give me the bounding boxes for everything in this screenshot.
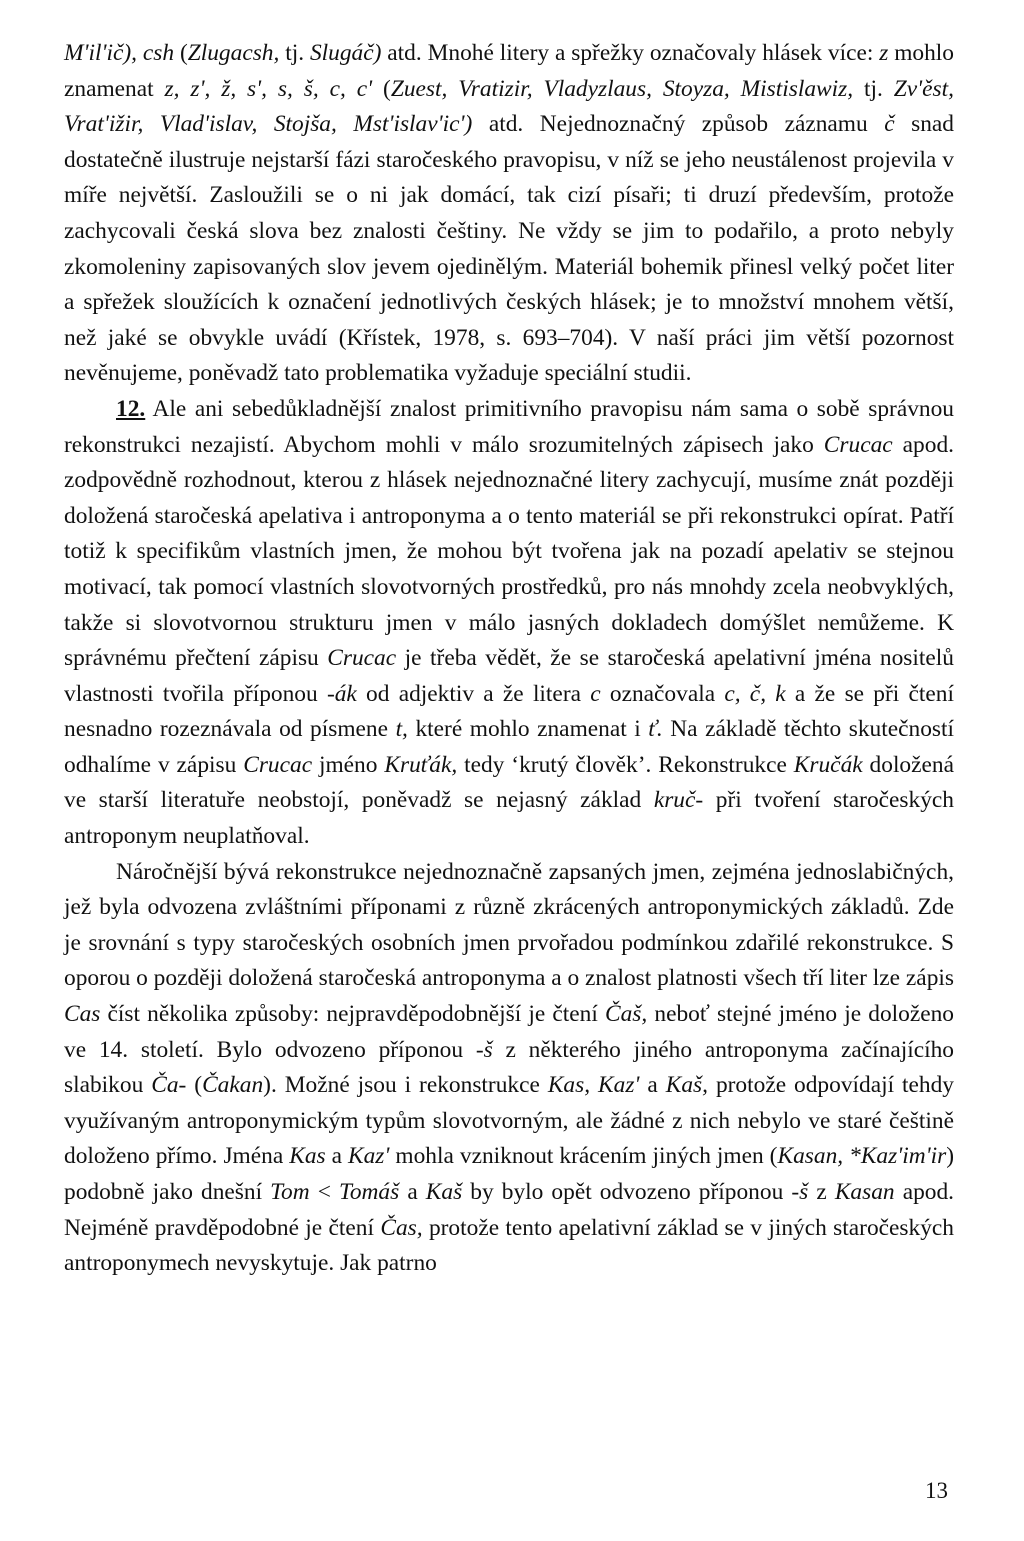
italic-run: Kruťák, <box>384 751 458 778</box>
italic-run: Kasan, *Kaz'im'ir <box>777 1143 947 1170</box>
italic-run: kruč- <box>653 787 704 814</box>
italic-run: Slugáč) <box>309 40 382 66</box>
text-run: od adjektiv a že litera <box>356 680 591 707</box>
paragraph-2 <box>64 392 954 855</box>
italic-run: Tom <box>270 1179 310 1205</box>
text-run: které mohlo znamenat i <box>407 716 649 743</box>
text-run: a <box>399 1179 426 1205</box>
text-run: při tvoření staročeských antroponym neuplatňoval. <box>64 787 954 850</box>
section-number: 12. <box>116 395 146 422</box>
italic-run: Crucac <box>327 645 397 672</box>
italic-run: Kas <box>289 1143 326 1170</box>
text-run: ( <box>174 40 188 66</box>
italic-run: z <box>879 40 889 66</box>
text-run: ). Možné jsou i rekonstrukce <box>263 1072 548 1099</box>
paragraph-1 <box>64 36 954 392</box>
text-run: by bylo opět odvozeno příponou <box>462 1179 792 1205</box>
italic-run: Crucac <box>823 431 893 458</box>
text-run: číst několika způsoby: nejpravděpodobnější je čtení <box>100 1001 605 1028</box>
italic-run: Zlugacsh, <box>187 40 280 66</box>
text-run: protože odpovídají tehdy využívaným antroponymickým typům slovotvorným, ale žádné z nich nebylo ve staré češtině doloženo přímo. Jména <box>64 1072 955 1170</box>
italic-run: M'il'ič), csh <box>64 40 175 66</box>
text-run: Na základě těchto skutečností odhalíme v zápisu <box>64 716 954 778</box>
italic-run: Zuest, Vratizir, Vladyzlaus, Stoyza, Mistislawiz, <box>390 75 854 102</box>
text-run: tj. <box>853 75 894 102</box>
text-run: tedy ‘krutý člověk’. Rekonstrukce <box>457 751 794 778</box>
italic-run: Ča- <box>151 1072 187 1099</box>
page-body <box>64 36 954 1282</box>
italic-run: Kaš <box>425 1179 463 1205</box>
text-run: ( <box>372 75 391 102</box>
text-run: Ale ani sebedůkladnější znalost primitivního pravopisu nám sama o sobě správnou rekonstrukci nezajistí. Abychom mohli v málo srozumitelných zápisech jako <box>64 395 954 458</box>
text-run: doložená ve starší literatuře neobstojí, poněvadž se nejasný základ <box>64 751 954 814</box>
italic-run: Crucac <box>243 751 313 778</box>
text-run: tj. <box>279 40 310 66</box>
italic-run: Zv'ěst, Vrat'ižir, Vlad'islav, Stojša, Mst'islav'ic') <box>64 75 954 138</box>
italic-run: Cas <box>64 1001 101 1028</box>
italic-run: z, z', ž, s', s, š, c, c' <box>164 75 373 102</box>
italic-run: ť. <box>648 716 663 743</box>
text-run: mohlo znamenat <box>64 40 954 102</box>
text-run: neboť stejné jméno je doloženo ve 14. století. Bylo odvozeno příponou <box>64 1001 954 1063</box>
text-run: z některého jiného antroponyma začínajícího slabikou <box>64 1036 955 1099</box>
text-run: Náročnější bývá rekonstrukce nejednoznačně zapsaných jmen, zejména jednoslabičných, jež byla odvozena zvláštními příponami z různě zkrácených antroponymických základů. Zde je srovnání s typy staročeských osobních jmen prvořadou podmínkou zdařilé rekonstrukce. S oporou o později doložená staročeská antroponyma a o znalost platnosti všech tří liter lze zápis <box>64 858 954 992</box>
paragraph-3 <box>64 855 954 1282</box>
text-run: ( <box>186 1072 203 1099</box>
text-run: < <box>309 1179 339 1205</box>
italic-run: Čas, <box>380 1214 423 1241</box>
italic-run: -š <box>475 1036 493 1063</box>
text-run: protože tento apelativní základ se v jiných staročeských antroponymech nevyskytuje. Jak patrno <box>64 1214 954 1277</box>
italic-run: Kasan <box>834 1179 895 1205</box>
text-run: atd. Nejednoznačný způsob záznamu <box>472 111 885 138</box>
text-run: je třeba vědět, že se staročeská apelativní jména nositelů vlastnosti tvořila příponou <box>64 645 954 707</box>
italic-run: -ák <box>326 680 357 707</box>
italic-run: Kručák <box>793 751 863 778</box>
text-run: a <box>325 1143 349 1170</box>
text-run: apod. zodpovědně rozhodnout, kterou z hlásek nejednoznačné litery zachycují, musíme znát později doložená staročeská apelativa i antroponyma a o tento materiál se při rekonstrukci opírat. Patří totiž k specifikům vlastních jmen, že mohou být tvořena jak na pozadí apelativ se stejnou motivací, tak pomocí vlastních slovotvorných prostředků, pro nás mnohdy zcela neobvyklých, takže si slovotvornou strukturu jmen v málo jasných dokladech domýšlet nemůžeme. K správnému přečtení zápisu <box>64 431 954 672</box>
italic-run: -š <box>791 1179 809 1205</box>
text-run: označovala <box>600 680 725 707</box>
italic-run: c <box>590 680 601 707</box>
italic-run: Kaz' <box>348 1143 390 1170</box>
italic-run: Kaš, <box>665 1072 708 1099</box>
text-run: a <box>639 1072 666 1099</box>
italic-run: Čakan <box>202 1072 264 1099</box>
italic-run: t, <box>395 716 408 743</box>
text-run: mohla vzniknout krácením jiných jmen ( <box>389 1143 778 1170</box>
text-run: jméno <box>312 751 385 778</box>
paragraph-2-text <box>64 396 954 849</box>
italic-run: Čaš, <box>605 1001 648 1028</box>
text-run: snad dostatečně ilustruje nejstarší fázi staročeského pravopisu, v níž se jeho neustálenost projevila v míře největší. Zasloužili se o ni jak domácí, tak cizí písaři; ti druzí především, protože zachycovali česká slova bez znalosti češtiny. Ne vždy se jim to podařilo, a proto nebyly zkomoleniny zapisovaných slov jevem ojedinělým. Materiál bohemik přinesl velký počet liter a spřežek sloužících k označení jednotlivých českých hlásek; je to množství mnohem větší, než jaké se obvykle uvádí (Křístek, 1978, s. 693–704). V naší práci jim větší pozornost nevěnujeme, poněvadž tato problematika vyžaduje speciální studii. <box>64 111 955 387</box>
text-run: a že se při čtení nesnadno rozeznávala od písmene <box>64 680 954 743</box>
text-run: atd. Mnohé litery a spřežky označovaly hlásek více: <box>381 40 880 66</box>
page-number: 13 <box>925 1478 948 1503</box>
italic-run: Kas, Kaz' <box>547 1072 640 1099</box>
text-run: apod. Nejméně pravděpodobné je čtení <box>64 1179 955 1241</box>
italic-run: Tomáš <box>338 1179 400 1205</box>
text-run: z <box>808 1179 835 1205</box>
text-run: ) podobně jako dnešní <box>64 1143 955 1205</box>
italic-run: c, č, k <box>724 680 786 707</box>
italic-run: č <box>884 111 895 138</box>
